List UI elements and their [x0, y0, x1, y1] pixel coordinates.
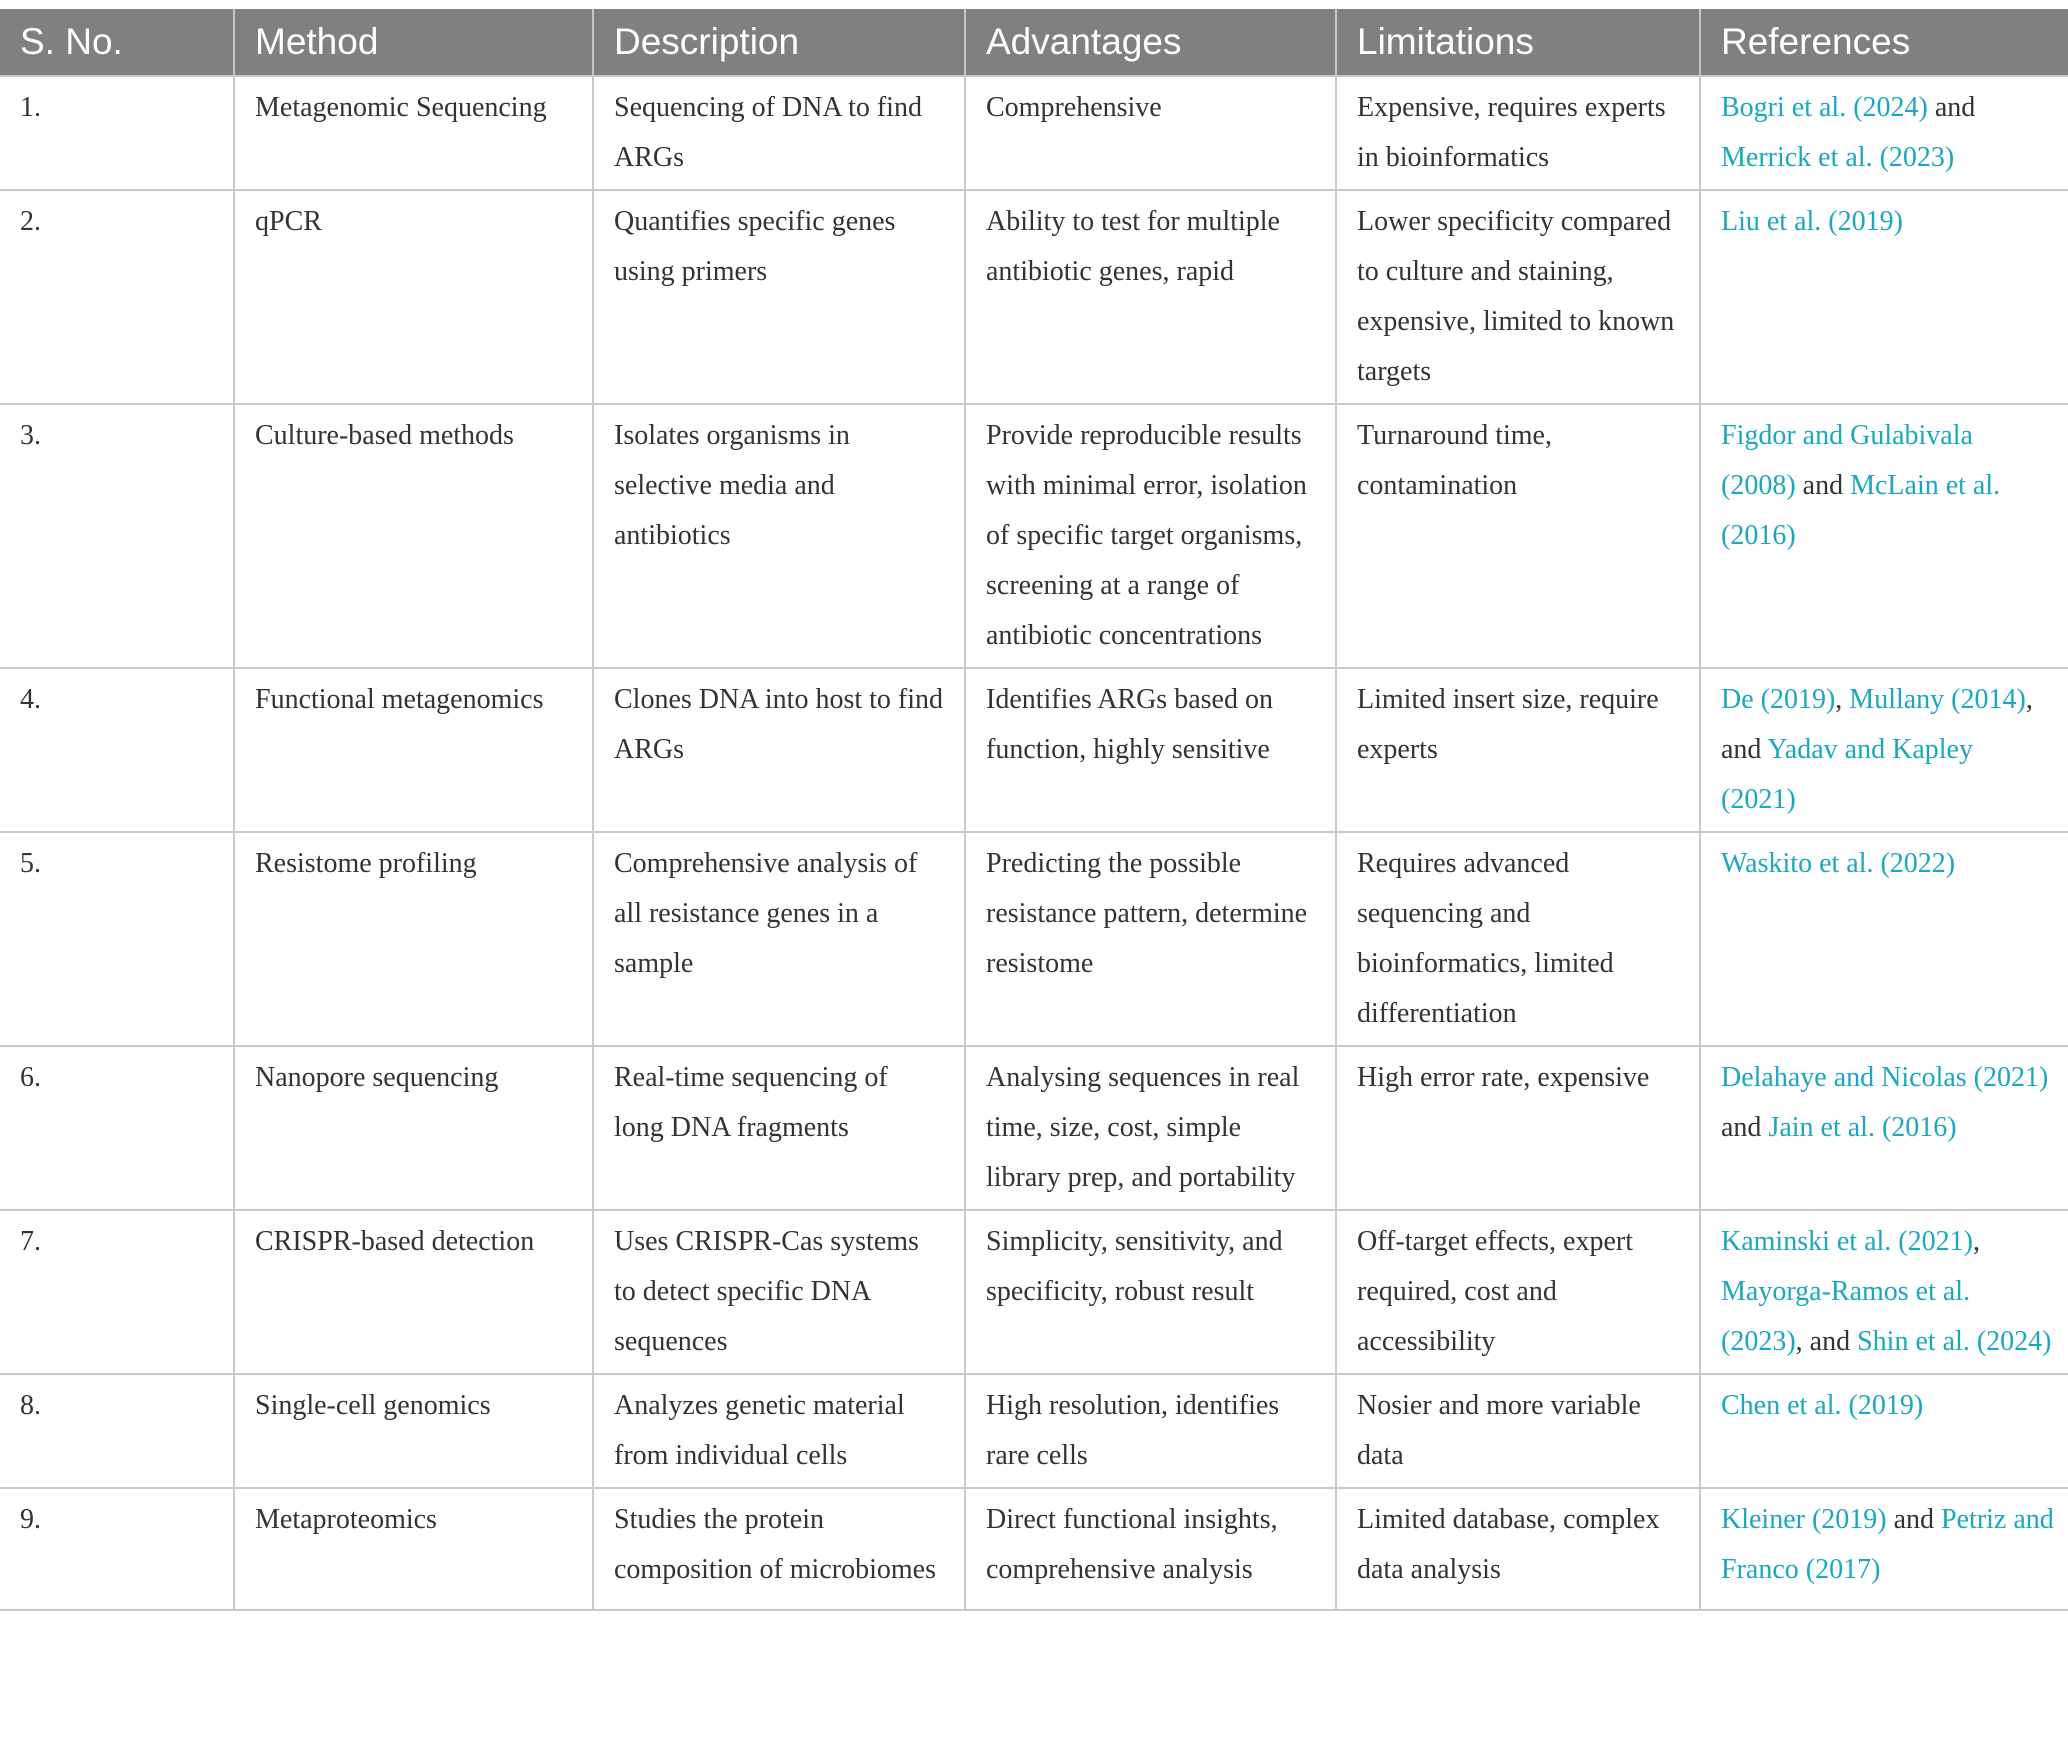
cell-method: Nanopore sequencing	[234, 1046, 593, 1210]
header-advantages: Advantages	[965, 9, 1336, 76]
table-row	[0, 1046, 2068, 1210]
cell-references	[1700, 76, 2068, 190]
cell-references	[1700, 1374, 2068, 1488]
cell-references	[1700, 668, 2068, 832]
cell-sno: 1.	[0, 76, 234, 190]
cell-references	[1700, 832, 2068, 1046]
reference-separator: and	[1886, 1504, 1942, 1535]
cell-advantages: Identifies ARGs based on function, highly sensitive	[965, 668, 1336, 832]
header-sno: S. No.	[0, 9, 234, 76]
cell-references	[1700, 1488, 2068, 1610]
cell-limitations: Expensive, requires experts in bioinformatics	[1336, 76, 1700, 190]
reference-link[interactable]: Figdor and Gulabivala (2008)	[1721, 420, 1973, 501]
table-row	[0, 1374, 2068, 1488]
reference-link[interactable]: Shin et al. (2024)	[1857, 1326, 2052, 1357]
cell-method: Metagenomic Sequencing	[234, 76, 593, 190]
cell-description: Studies the protein composition of microbiomes	[593, 1488, 965, 1610]
cell-advantages: Comprehensive	[965, 76, 1336, 190]
reference-link[interactable]: Liu et al. (2019)	[1721, 206, 1903, 237]
cell-sno: 4.	[0, 668, 234, 832]
reference-link[interactable]: De (2019)	[1721, 684, 1836, 715]
header-limitations: Limitations	[1336, 9, 1700, 76]
cell-method: Metaproteomics	[234, 1488, 593, 1610]
reference-separator: ,	[1835, 684, 1850, 715]
methods-table	[0, 9, 2068, 1611]
header-references: References	[1700, 9, 2068, 76]
cell-sno: 5.	[0, 832, 234, 1046]
cell-sno: 9.	[0, 1488, 234, 1610]
cell-description: Quantifies specific genes using primers	[593, 190, 965, 404]
reference-link[interactable]: Chen et al. (2019)	[1721, 1390, 1924, 1421]
cell-description: Comprehensive analysis of all resistance genes in a sample	[593, 832, 965, 1046]
reference-link[interactable]: Delahaye and Nicolas (2021)	[1721, 1062, 2049, 1093]
cell-advantages: Analysing sequences in real time, size, cost, simple library prep, and portability	[965, 1046, 1336, 1210]
cell-references	[1700, 404, 2068, 668]
cell-limitations: Nosier and more variable data	[1336, 1374, 1700, 1488]
reference-link[interactable]: Merrick et al. (2023)	[1721, 142, 1955, 173]
cell-references	[1700, 1046, 2068, 1210]
reference-separator: and	[1927, 92, 1976, 123]
cell-limitations: Off-target effects, expert required, cost and accessibility	[1336, 1210, 1700, 1374]
cell-sno: 3.	[0, 404, 234, 668]
cell-sno: 2.	[0, 190, 234, 404]
reference-link[interactable]: Kaminski et al. (2021)	[1721, 1226, 1973, 1257]
reference-link[interactable]: Kleiner (2019)	[1721, 1504, 1887, 1535]
cell-method: Culture-based methods	[234, 404, 593, 668]
cell-sno: 8.	[0, 1374, 234, 1488]
header-method: Method	[234, 9, 593, 76]
reference-link[interactable]: Mullany (2014)	[1849, 684, 2026, 715]
cell-sno: 6.	[0, 1046, 234, 1210]
reference-link[interactable]: Yadav and Kapley (2021)	[1721, 734, 1973, 815]
reference-separator: and	[1795, 470, 1851, 501]
table-row	[0, 1210, 2068, 1374]
cell-description: Clones DNA into host to find ARGs	[593, 668, 965, 832]
cell-limitations: Turnaround time, contamination	[1336, 404, 1700, 668]
table-row	[0, 668, 2068, 832]
cell-advantages: Direct functional insights, comprehensive analysis	[965, 1488, 1336, 1610]
table-header	[0, 9, 2068, 76]
cell-advantages: Simplicity, sensitivity, and specificity, robust result	[965, 1210, 1336, 1374]
table-body	[0, 76, 2068, 1610]
cell-references	[1700, 1210, 2068, 1374]
table-row	[0, 404, 2068, 668]
cell-limitations: Requires advanced sequencing and bioinformatics, limited differentiation	[1336, 832, 1700, 1046]
table-row	[0, 190, 2068, 404]
table-row	[0, 1488, 2068, 1610]
reference-link[interactable]: Petriz and Franco (2017)	[1721, 1504, 2054, 1585]
cell-method: Resistome profiling	[234, 832, 593, 1046]
table-row	[0, 832, 2068, 1046]
cell-advantages: High resolution, identifies rare cells	[965, 1374, 1336, 1488]
reference-link[interactable]: Waskito et al. (2022)	[1721, 848, 1956, 879]
cell-advantages: Provide reproducible results with minimal error, isolation of specific target organisms, screening at a range of antibiotic concentrations	[965, 404, 1336, 668]
cell-advantages: Ability to test for multiple antibiotic genes, rapid	[965, 190, 1336, 404]
header-row	[0, 9, 2068, 76]
cell-sno: 7.	[0, 1210, 234, 1374]
cell-limitations: Limited database, complex data analysis	[1336, 1488, 1700, 1610]
cell-limitations: Lower specificity compared to culture and staining, expensive, limited to known targets	[1336, 190, 1700, 404]
cell-description: Uses CRISPR-Cas systems to detect specific DNA sequences	[593, 1210, 965, 1374]
cell-limitations: High error rate, expensive	[1336, 1046, 1700, 1210]
reference-separator: , and	[1721, 684, 2033, 765]
cell-method: Functional metagenomics	[234, 668, 593, 832]
table-row	[0, 76, 2068, 190]
reference-separator: and	[1721, 1112, 1769, 1143]
reference-link[interactable]: McLain et al. (2016)	[1721, 470, 2001, 551]
cell-limitations: Limited insert size, require experts	[1336, 668, 1700, 832]
cell-description: Isolates organisms in selective media and antibiotics	[593, 404, 965, 668]
reference-separator: , and	[1795, 1326, 1858, 1357]
cell-description: Real-time sequencing of long DNA fragments	[593, 1046, 965, 1210]
reference-link[interactable]: Jain et al. (2016)	[1768, 1112, 1957, 1143]
cell-method: qPCR	[234, 190, 593, 404]
cell-method: CRISPR-based detection	[234, 1210, 593, 1374]
cell-method: Single-cell genomics	[234, 1374, 593, 1488]
cell-description: Sequencing of DNA to find ARGs	[593, 76, 965, 190]
reference-link[interactable]: Bogri et al. (2024)	[1721, 92, 1928, 123]
header-description: Description	[593, 9, 965, 76]
cell-references	[1700, 190, 2068, 404]
cell-description: Analyzes genetic material from individual cells	[593, 1374, 965, 1488]
cell-advantages: Predicting the possible resistance pattern, determine resistome	[965, 832, 1336, 1046]
reference-separator: ,	[1972, 1226, 1980, 1257]
reference-link[interactable]: Mayorga-Ramos et al. (2023)	[1721, 1276, 1971, 1357]
